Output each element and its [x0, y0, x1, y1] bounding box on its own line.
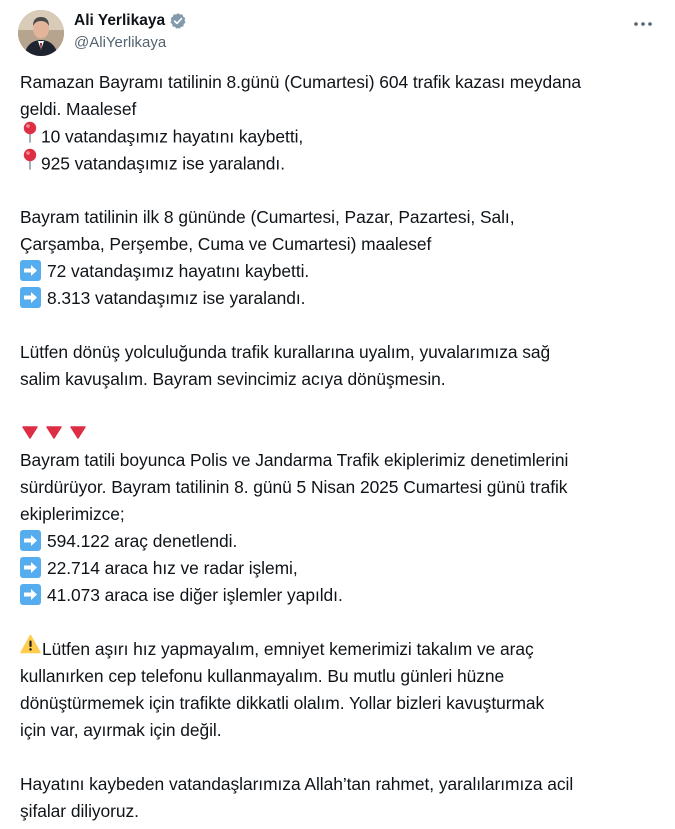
handle[interactable]: @AliYerlikaya — [74, 34, 167, 51]
list-item-text: 594.122 araç denetlendi. — [47, 531, 238, 551]
author-names — [74, 11, 187, 53]
text-line: Bayram tatili boyunca Polis ve Jandarma Trafik ekiplerimiz denetimlerini — [20, 450, 569, 470]
text-line: ekiplerimizce; — [20, 504, 125, 524]
spacer — [20, 744, 656, 771]
text-line: salim kavuşalım. Bayram sevincimiz acıya dönüşmesin. — [20, 369, 446, 389]
text-line: Hayatını kaybeden vatandaşlarımıza Allah’tan rahmet, yaralılarımıza acil — [20, 774, 574, 794]
list-item — [20, 582, 656, 609]
red-triangle-down-icon — [22, 420, 38, 447]
text-line — [20, 636, 656, 663]
list-item — [20, 123, 656, 150]
triangles-row — [20, 420, 656, 447]
list-item — [20, 555, 656, 582]
text-line: şifalar diliyoruz. — [20, 801, 139, 821]
tweet-text — [20, 69, 656, 825]
list-item — [20, 285, 656, 312]
list-item-text: 72 vatandaşımız hayatını kaybetti. — [47, 261, 310, 281]
text-line: Bayram tatilinin ilk 8 gününde (Cumartesi, Pazar, Pazartesi, Salı, — [20, 207, 515, 227]
list-item — [20, 528, 656, 555]
list-item-text: 925 vatandaşımız ise yaralandı. — [41, 153, 285, 174]
name-row — [74, 11, 187, 31]
spacer — [20, 177, 656, 204]
red-triangle-down-icon — [70, 420, 86, 447]
spacer — [20, 609, 656, 636]
text-line: için var, ayırmak için değil. — [20, 720, 222, 740]
avatar[interactable] — [18, 10, 64, 56]
list-item-text: 10 vatandaşımız hayatını kaybetti, — [41, 126, 304, 147]
text-line: Ramazan Bayramı tatilinin 8.günü (Cumartesi) 604 trafik kazası meydana — [20, 72, 581, 92]
text-line-content: Lütfen aşırı hız yapmayalım, emniyet kemerimizi takalım ve araç — [42, 639, 534, 659]
list-item-text: 22.714 araca hız ve radar işlemi, — [47, 558, 298, 578]
list-item-text: 41.073 araca ise diğer işlemler yapıldı. — [47, 585, 343, 605]
tweet-header — [18, 8, 663, 58]
right-arrow-icon — [20, 584, 41, 605]
warning-icon — [20, 634, 41, 662]
red-triangle-down-icon — [46, 420, 62, 447]
display-name[interactable]: Ali Yerlikaya — [74, 12, 166, 29]
text-line: sürdürüyor. Bayram tatilinin 8. günü 5 Nisan 2025 Cumartesi günü trafik — [20, 477, 568, 497]
text-line: Lütfen dönüş yolculuğunda trafik kurallarına uyalım, yuvalarımıza sağ — [20, 342, 551, 362]
verified-badge-icon — [169, 12, 187, 30]
text-line: dönüştürmemek için trafikte dikkatli olalım. Yollar bizleri kavuşturmak — [20, 693, 545, 713]
more-icon[interactable] — [631, 12, 655, 36]
spacer — [20, 312, 656, 339]
right-arrow-icon — [20, 260, 41, 281]
text-line: geldi. Maalesef — [20, 99, 137, 119]
round-pushpin-icon — [20, 148, 40, 178]
text-line: kullanırken cep telefonu kullanmayalım. Bu mutlu günleri hüzne — [20, 666, 505, 686]
spacer — [20, 393, 656, 420]
list-item — [20, 150, 656, 177]
list-item-text: 8.313 vatandaşımız ise yaralandı. — [47, 288, 306, 308]
right-arrow-icon — [20, 530, 41, 551]
round-pushpin-icon — [20, 121, 40, 151]
right-arrow-icon — [20, 287, 41, 308]
text-line: Çarşamba, Perşembe, Cuma ve Cumartesi) maalesef — [20, 234, 432, 254]
list-item — [20, 258, 656, 285]
right-arrow-icon — [20, 557, 41, 578]
